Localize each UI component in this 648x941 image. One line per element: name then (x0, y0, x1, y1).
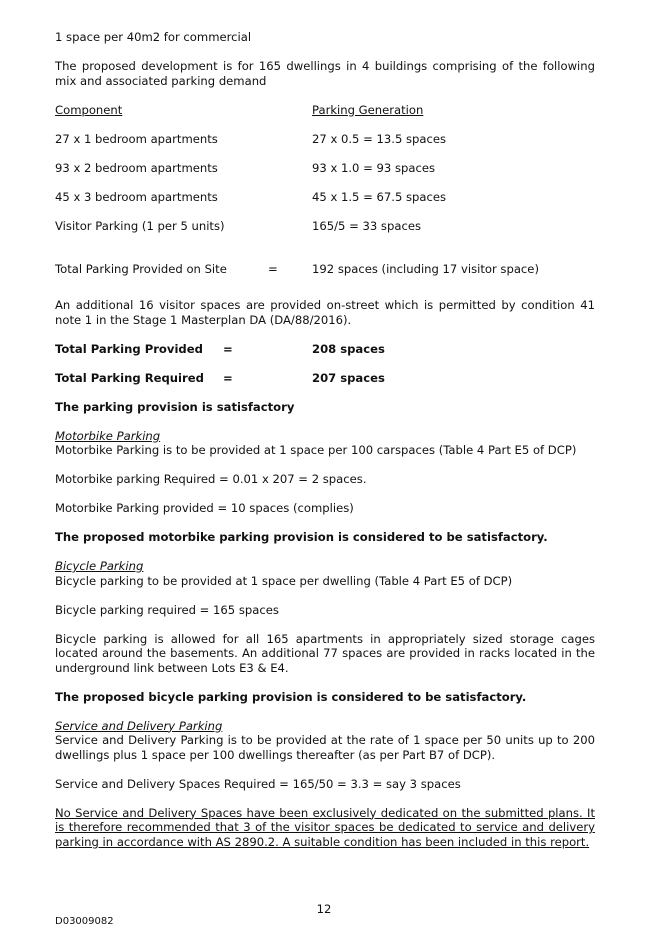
document-body (55, 30, 595, 849)
service-rule: Service and Delivery Parking is to be provided at the rate of 1 space per 50 units up to 200 dwellings plus 1 space per 100 dwellings thereafter (as per Part B7 of DCP). (55, 733, 595, 762)
row-component: 45 x 3 bedroom apartments (55, 189, 218, 204)
total-provided-label: Total Parking Provided (55, 341, 203, 356)
page-number: 12 (316, 902, 332, 916)
motorbike-provided: Motorbike Parking provided = 10 spaces (complies) (55, 501, 354, 515)
bicycle-details: Bicycle parking is allowed for all 165 apartments in appropriately sized storage cages located around the basements. An additional 77 spaces are provided in racks located in the underground link between Lots E3 & E4. (55, 631, 595, 675)
total-on-site-eq: = (268, 262, 278, 276)
header-generation: Parking Generation (312, 102, 424, 117)
row-generation: 93 x 1.0 = 93 spaces (312, 160, 435, 175)
row-generation: 27 x 0.5 = 13.5 spaces (312, 131, 447, 146)
total-required-eq: = (223, 370, 233, 385)
bicycle-rule: Bicycle parking to be provided at 1 space per dwelling (Table 4 Part E5 of DCP) (55, 573, 513, 588)
table-row (55, 190, 595, 205)
motorbike-conclusion: The proposed motorbike parking provision is considered to be satisfactory. (55, 530, 548, 544)
total-provided-value: 208 spaces (312, 341, 385, 356)
parking-conclusion: The parking provision is satisfactory (55, 399, 295, 414)
total-required-row (55, 371, 595, 386)
total-required-label: Total Parking Required (55, 370, 204, 385)
development-paragraph: The proposed development is for 165 dwellings in 4 buildings comprising of the following mix and associated parking demand (55, 59, 595, 88)
intro-line: 1 space per 40m2 for commercial (55, 30, 252, 44)
bicycle-heading: Bicycle Parking (55, 559, 144, 573)
total-provided-eq: = (223, 341, 233, 356)
total-provided-row (55, 342, 595, 357)
service-required: Service and Delivery Spaces Required = 165/50 = 3.3 = say 3 spaces (55, 776, 461, 791)
row-generation: 165/5 = 33 spaces (312, 218, 421, 233)
document-id: D03009082 (55, 916, 114, 927)
motorbike-required: Motorbike parking Required = 0.01 x 207 = 2 spaces. (55, 472, 367, 486)
service-recommendation: No Service and Delivery Spaces have been exclusively dedicated on the submitted plans. It is therefore recommended that 3 of the visitor spaces be dedicated to service and delivery parking in accordance with AS 2890.2. A suitable condition has been included in this report. (55, 805, 595, 849)
service-heading: Service and Delivery Parking (55, 718, 223, 733)
bicycle-conclusion: The proposed bicycle parking provision is considered to be satisfactory. (55, 689, 527, 704)
motorbike-heading: Motorbike Parking (55, 428, 161, 443)
additional-visitor-paragraph: An additional 16 visitor spaces are provided on-street which is permitted by condition 41 note 1 in the Stage 1 Masterplan DA (DA/88/2016). (55, 298, 595, 327)
total-on-site-row (55, 262, 595, 277)
total-on-site-label: Total Parking Provided on Site (55, 262, 227, 276)
row-component: Visitor Parking (1 per 5 units) (55, 218, 225, 233)
bicycle-required: Bicycle parking required = 165 spaces (55, 602, 279, 617)
header-component: Component (55, 102, 123, 117)
motorbike-rule: Motorbike Parking is to be provided at 1 space per 100 carspaces (Table 4 Part E5 of DCP) (55, 443, 577, 457)
row-component: 93 x 2 bedroom apartments (55, 160, 218, 175)
total-on-site-value: 192 spaces (including 17 visitor space) (312, 262, 539, 276)
table-row (55, 161, 595, 176)
table-header (55, 103, 595, 118)
row-generation: 45 x 1.5 = 67.5 spaces (312, 189, 447, 204)
total-required-value: 207 spaces (312, 370, 385, 385)
table-row (55, 132, 595, 147)
row-component: 27 x 1 bedroom apartments (55, 131, 218, 146)
table-row (55, 219, 595, 234)
